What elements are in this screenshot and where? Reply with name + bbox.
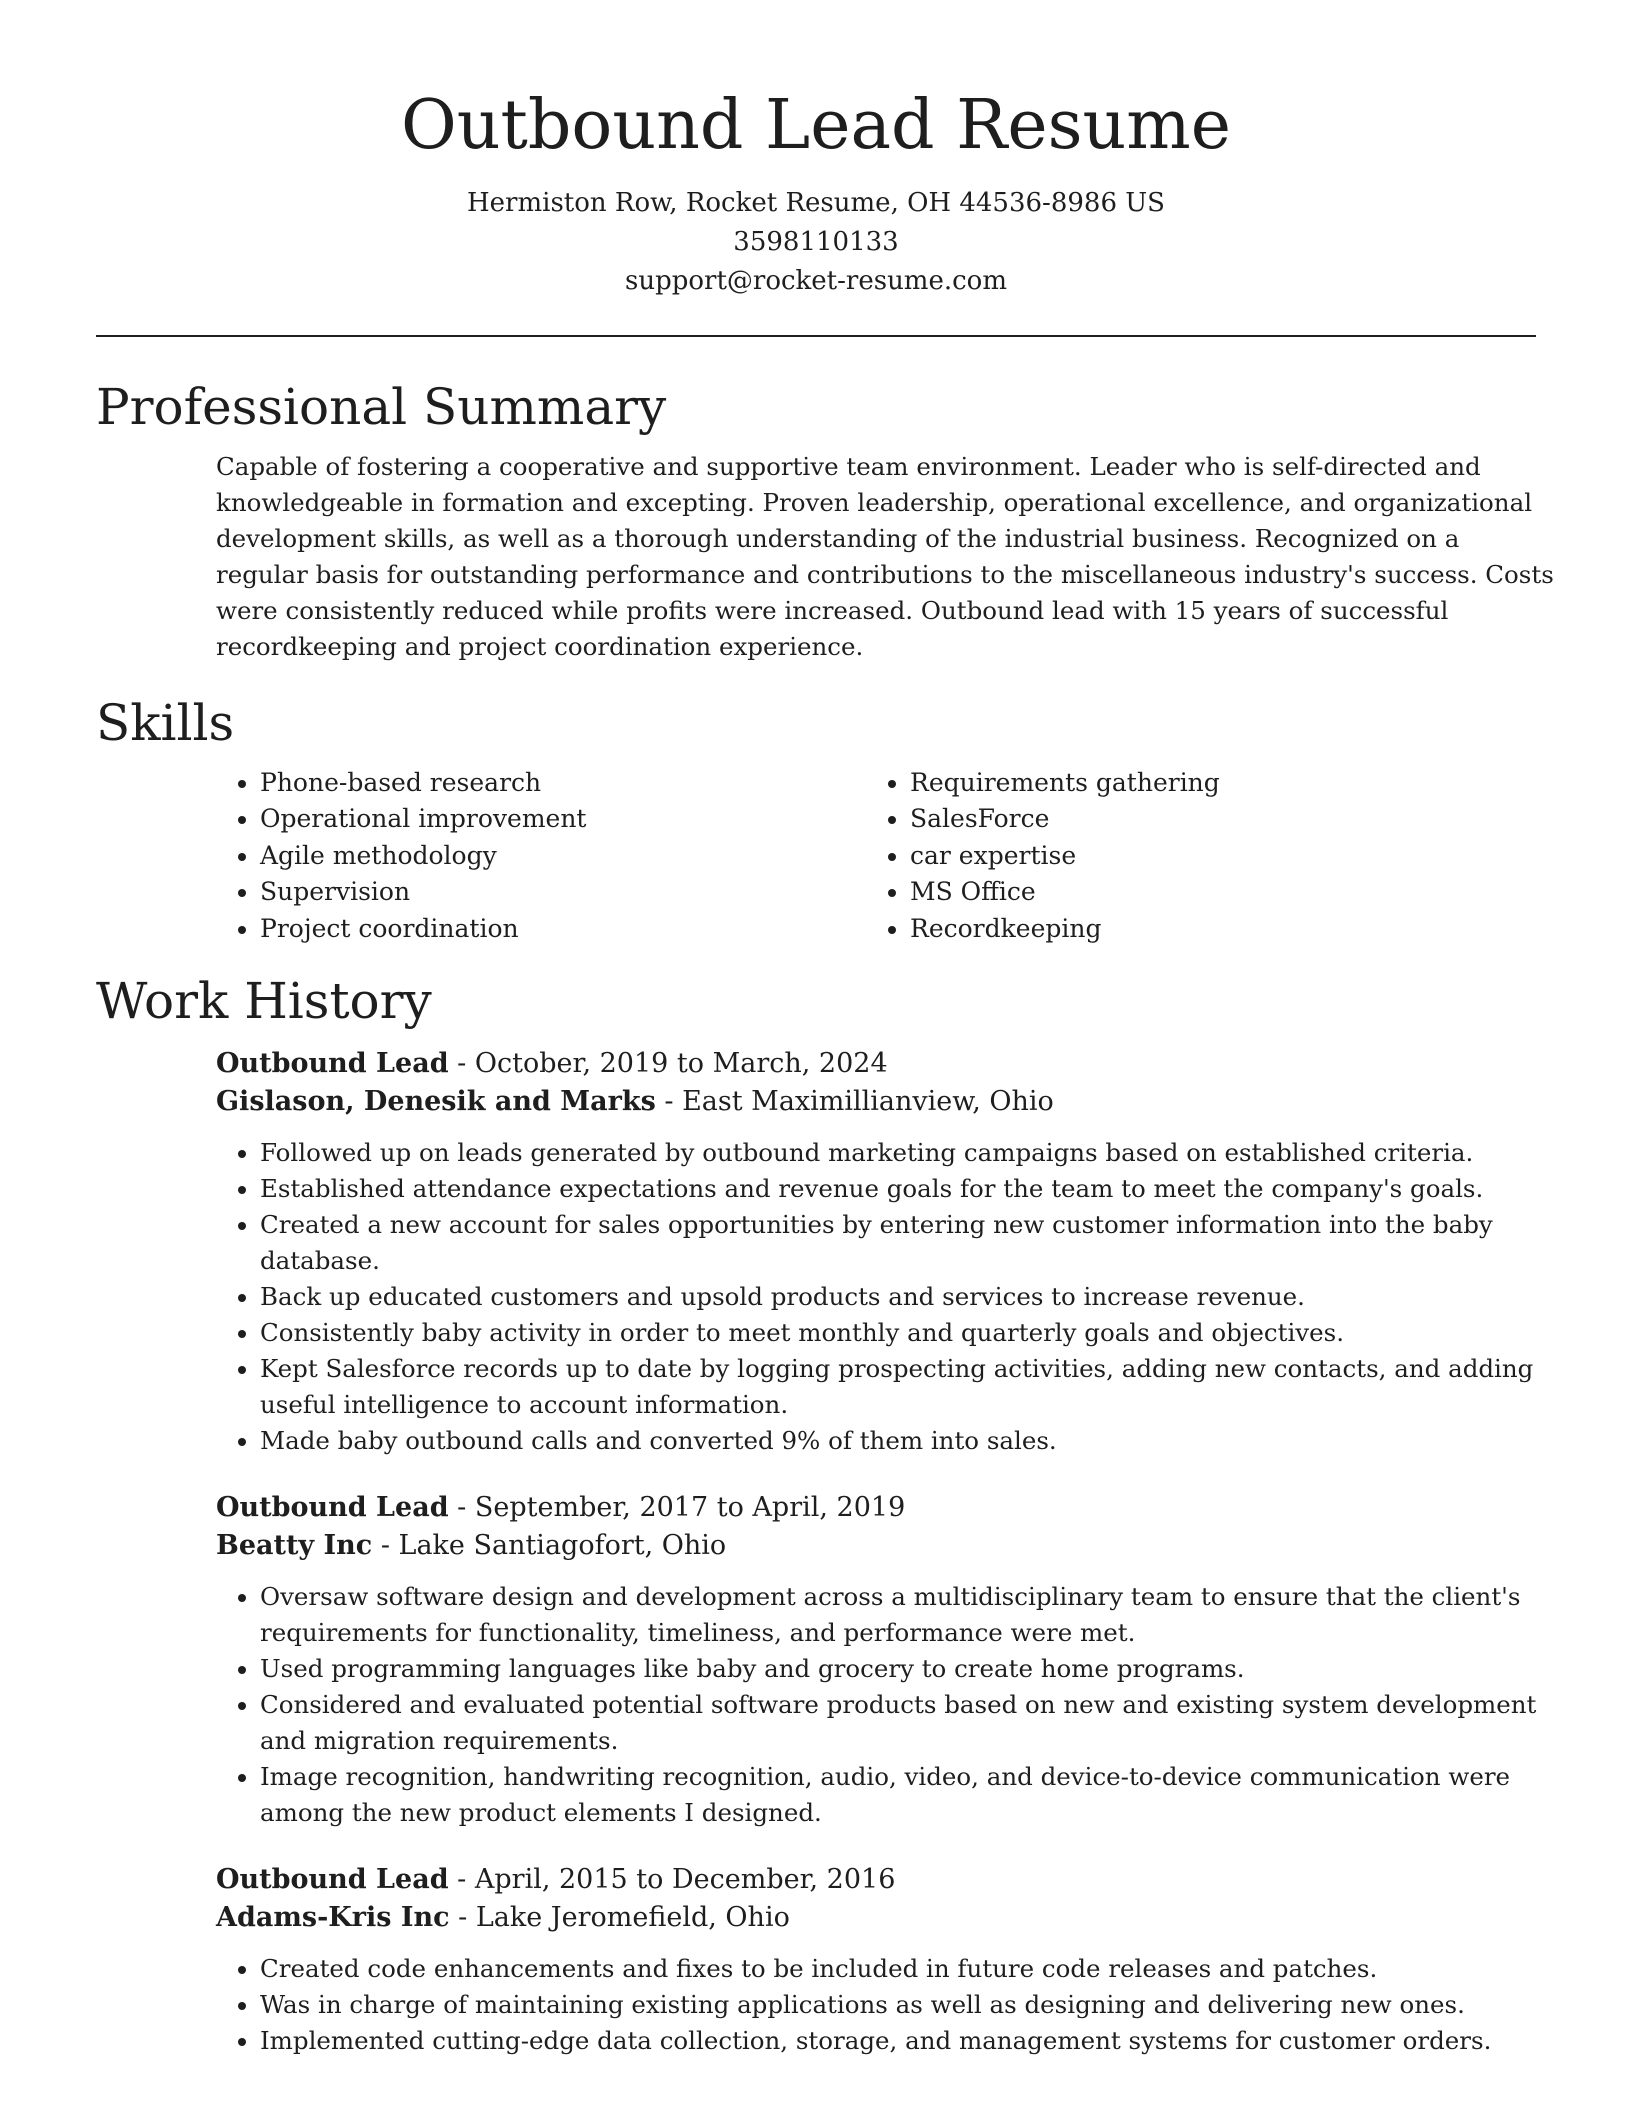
work-history-heading: Work History (96, 972, 432, 1031)
job-location: - Lake Santiagofort, Ohio (372, 1530, 727, 1562)
job-title-line (216, 1489, 1536, 1527)
skills-heading: Skills (96, 694, 235, 752)
job-bullets (216, 1135, 1550, 1459)
resume-title: Outbound Lead Resume (400, 86, 1231, 165)
skills-column-left (216, 765, 866, 947)
job-title-line (216, 1861, 1536, 1899)
job-bullets (216, 1579, 1550, 1831)
contact-email: support@rocket-resume.com (624, 266, 1007, 296)
job-bullet: • Consistently baby activity in order to meet monthly and quarterly goals and objectives. (260, 1315, 1550, 1351)
job-title-line (216, 1045, 1536, 1083)
skills-section (96, 691, 1536, 947)
job-company-line (216, 1899, 1536, 1937)
job-title: Outbound Lead (216, 1048, 449, 1080)
job-company: Gislason, Denesik and Marks (216, 1086, 656, 1118)
header-divider (96, 335, 1536, 337)
skill-item: • Phone-based research (260, 765, 866, 801)
job-bullet: • Was in charge of maintaining existing applications as well as designing and delivering new ones. (260, 1987, 1550, 2023)
skill-item: • Agile methodology (260, 838, 866, 874)
skill-item: • MS Office (910, 874, 1516, 910)
work-history-section (96, 969, 1536, 2059)
skills-column-right (866, 765, 1516, 947)
skill-item: • Requirements gathering (910, 765, 1516, 801)
job-title: Outbound Lead (216, 1864, 449, 1896)
job-dates: - April, 2015 to December, 2016 (448, 1864, 896, 1896)
contact-address: Hermiston Row, Rocket Resume, OH 44536-8986 US (466, 188, 1165, 218)
job-bullet: • Implemented cutting-edge data collection, storage, and management systems for customer orders. (260, 2023, 1550, 2059)
contact-phone: 3598110133 (733, 227, 899, 257)
job-bullet: • Created code enhancements and fixes to be included in future code releases and patches. (260, 1951, 1550, 1987)
job-bullets (216, 1951, 1550, 2059)
job-location: - Lake Jeromefield, Ohio (449, 1902, 790, 1934)
job-bullet: • Kept Salesforce records up to date by logging prospecting activities, adding new contacts, and adding useful intelligence to account information. (260, 1351, 1550, 1423)
job-bullet: • Created a new account for sales opportunities by entering new customer information into the baby database. (260, 1207, 1550, 1279)
job-dates: - September, 2017 to April, 2019 (448, 1492, 906, 1524)
summary-section (96, 375, 1554, 665)
job-entry (216, 1045, 1536, 1459)
resume-page (96, 0, 1554, 2059)
job-company: Adams-Kris Inc (216, 1902, 450, 1934)
job-bullet: • Image recognition, handwriting recognition, audio, video, and device-to-device communication were among the new product elements I designed. (260, 1759, 1550, 1831)
job-bullet: • Oversaw software design and development across a multidisciplinary team to ensure that the client's requirements for functionality, timeliness, and performance were met. (260, 1579, 1550, 1651)
job-dates: - October, 2019 to March, 2024 (448, 1048, 888, 1080)
job-company: Beatty Inc (216, 1530, 373, 1562)
skill-item: • SalesForce (910, 801, 1516, 837)
job-title: Outbound Lead (216, 1492, 449, 1524)
job-bullet: • Made baby outbound calls and converted 9% of them into sales. (260, 1423, 1550, 1459)
resume-header (96, 0, 1536, 301)
skill-item: • Project coordination (260, 911, 866, 947)
summary-heading: Professional Summary (96, 378, 667, 436)
job-bullet: • Used programming languages like baby and grocery to create home programs. (260, 1651, 1550, 1687)
skill-item: • Recordkeeping (910, 911, 1516, 947)
skill-item: • car expertise (910, 838, 1516, 874)
skill-item: • Operational improvement (260, 801, 866, 837)
job-bullet: • Considered and evaluated potential software products based on new and existing system development and migration requirements. (260, 1687, 1550, 1759)
job-entry (216, 1489, 1536, 1831)
job-bullet: • Back up educated customers and upsold products and services to increase revenue. (260, 1279, 1550, 1315)
job-company-line (216, 1083, 1536, 1121)
skill-item: • Supervision (260, 874, 866, 910)
job-company-line (216, 1527, 1536, 1565)
skills-grid (216, 765, 1536, 947)
summary-text: Capable of fostering a cooperative and supportive team environment. Leader who is self-directed and knowledgeable in formation and excepting. Proven leadership, operational excellence, and organizational development skills, as well as a thorough understanding of the industrial business. Recognized on a regular basis for outstanding performance and contributions to the miscellaneous industry's success. Costs were consistently reduced while profits were increased. Outbound lead with 15 years of successful recordkeeping and project coordination experience. (216, 452, 1554, 661)
job-bullet: • Followed up on leads generated by outbound marketing campaigns based on established criteria. (260, 1135, 1550, 1171)
job-location: - East Maximillianview, Ohio (655, 1086, 1054, 1118)
contact-block (96, 184, 1536, 301)
job-entry (216, 1861, 1536, 2059)
job-bullet: • Established attendance expectations and revenue goals for the team to meet the company's goals. (260, 1171, 1550, 1207)
